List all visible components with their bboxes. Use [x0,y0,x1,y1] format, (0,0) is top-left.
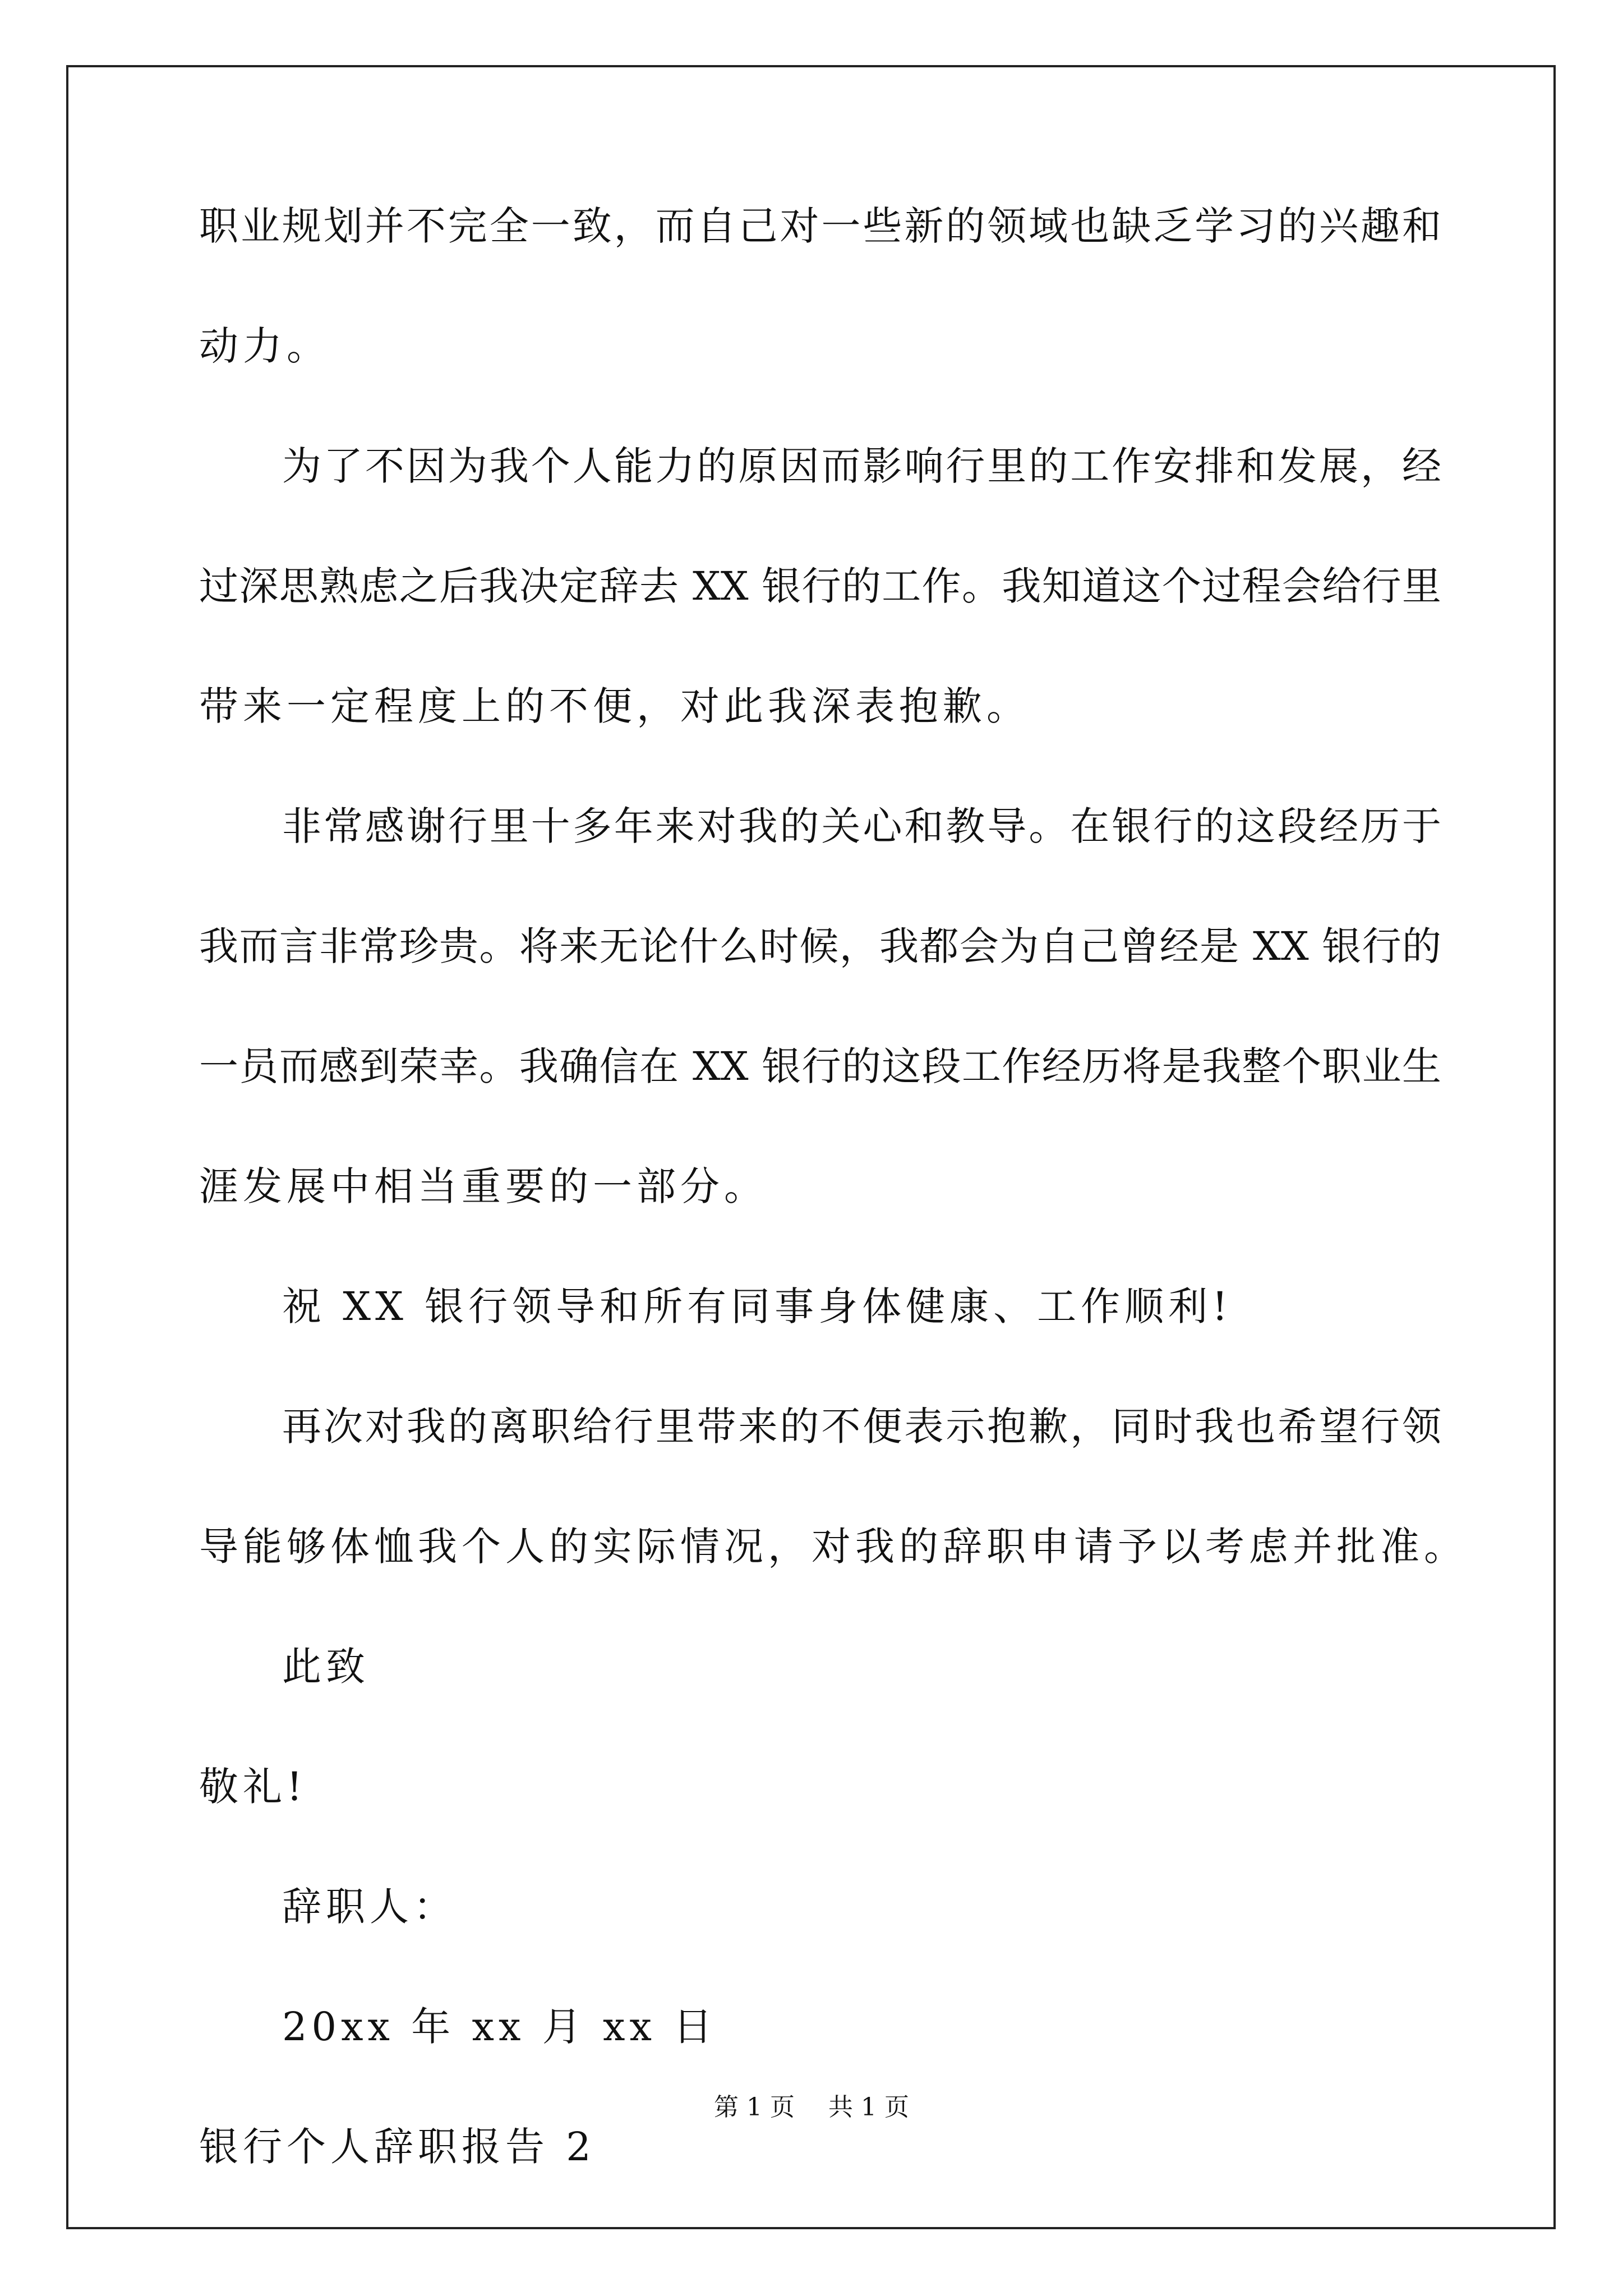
total-pages: 共 1 页 [828,2093,909,2122]
section-title: 银行个人辞职报告 2 [199,2124,596,2170]
signature-label: 辞职人： [282,1884,457,1930]
salutation-line: 敬礼! [199,1764,307,1810]
paragraph-line: 我而言非常珍贵。将来无论什么时候，我都会为自己曾经是 XX 银行的 [199,923,1441,969]
page-footer [0,2095,1623,2120]
paragraph-line: 导能够体恤我个人的实际情况，对我的辞职申请予以考虑并批准。 [199,1524,1468,1570]
paragraph-line: 带来一定程度上的不便，对此我深表抱歉。 [199,683,1030,729]
page-number: 第 1 页 [714,2093,795,2122]
document-body [199,203,1468,2247]
paragraph-line: 祝 XX 银行领导和所有同事身体健康、工作顺利! [282,1283,1233,1329]
paragraph-line: 非常感谢行里十多年来对我的关心和教导。在银行的这段经历于 [282,803,1441,849]
paragraph-line: 再次对我的离职给行里带来的不便表示抱歉，同时我也希望行领 [282,1404,1441,1450]
paragraph-line: 涯发展中相当重要的一部分。 [199,1163,768,1209]
paragraph-line: 动力。 [199,323,330,369]
paragraph-line: 一员而感到荣幸。我确信在 XX 银行的这段工作经历将是我整个职业生 [199,1043,1441,1089]
paragraph-line: 过深思熟虑之后我决定辞去 XX 银行的工作。我知道这个过程会给行里 [199,563,1441,609]
paragraph-line: 为了不因为我个人能力的原因而影响行里的工作安排和发展，经 [282,443,1441,489]
date-line: 20xx 年 xx 月 xx 日 [282,2004,717,2050]
closing-line: 此致 [282,1644,370,1690]
paragraph-line: 职业规划并不完全一致，而自己对一些新的领域也缺乏学习的兴趣和 [199,203,1441,249]
